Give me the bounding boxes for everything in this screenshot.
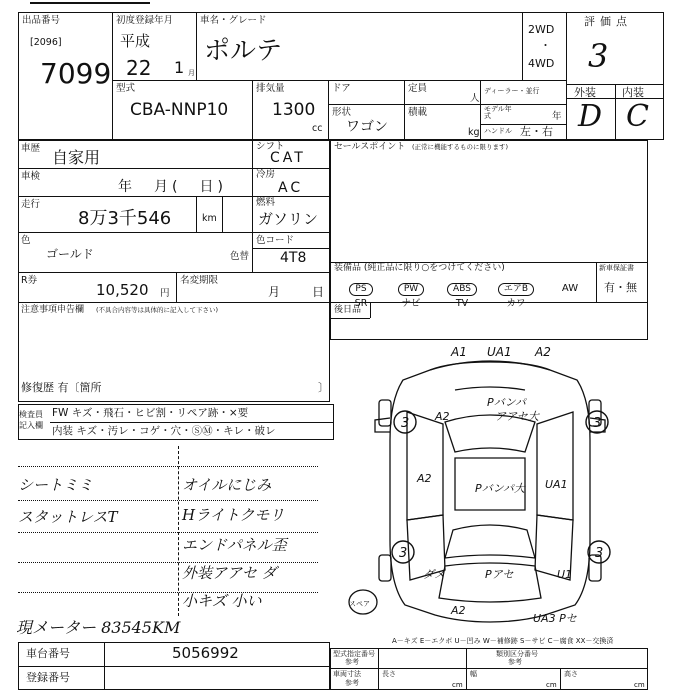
divider — [404, 80, 405, 140]
divider — [566, 12, 567, 140]
hood-line — [455, 387, 525, 390]
divider — [176, 272, 177, 302]
note-line — [18, 532, 318, 533]
handle-value: 左・右 — [520, 125, 553, 138]
exterior-label: 外装 — [574, 86, 596, 99]
color-code-label: 色コード — [256, 235, 295, 246]
selling-frame — [330, 140, 648, 340]
reg-month: 1 — [174, 58, 185, 77]
divider — [252, 248, 330, 249]
equip-pw — [388, 276, 434, 309]
notes-label: 注意事項申告欄 — [21, 305, 85, 315]
tire-mark: 3 — [595, 546, 604, 561]
divider — [18, 196, 330, 197]
mark-rear-right: U1 — [557, 568, 573, 581]
mark-front-2: アアセ大 — [495, 410, 539, 423]
disp-value: 1300 — [272, 100, 316, 120]
height-label: 高さ — [564, 670, 578, 678]
class-label: 型式指定番号 — [333, 650, 375, 658]
mark-top-3: A2 — [535, 345, 551, 359]
header-frame — [18, 12, 664, 140]
fuel-label: 燃料 — [256, 197, 276, 208]
divider — [252, 140, 253, 272]
equipment-label: 装備品 (純正品に限り○をつけてください) — [334, 263, 505, 273]
interior-label: 内装 — [622, 86, 644, 99]
divider — [18, 168, 330, 169]
divider — [560, 668, 561, 690]
divider — [112, 12, 113, 140]
divider — [196, 12, 197, 80]
registration-label: 登録番号 — [26, 671, 70, 684]
mark-left-upper: A2 — [435, 410, 450, 423]
mark-right-door: UA1 — [545, 478, 568, 491]
mileage-value: 8万3千546 — [78, 208, 172, 229]
spare-label: スペア — [349, 600, 370, 608]
inspection-label: 車検 — [21, 171, 41, 182]
ac-label: 冷房 — [256, 169, 276, 180]
mark-top-2: UA1 — [487, 345, 512, 359]
divider — [328, 80, 329, 140]
inspector-label: 検査員 記入欄 — [19, 410, 43, 430]
divider — [222, 196, 223, 232]
damage-legend: A－キズ E－エクボ U－凹み W－補修跡 S－サビ C－腐食 XX－交換済 — [392, 637, 614, 645]
shape-label: 形状 — [332, 107, 352, 118]
model-year-label: モデル年式 — [484, 105, 512, 120]
fuel-value: ガソリン — [258, 210, 319, 228]
equip-aw — [548, 276, 592, 295]
note-right-2: Hライトクモリ — [182, 506, 285, 524]
divider — [18, 232, 330, 233]
color-label: 色 — [21, 235, 31, 246]
mark-bottom-1: A2 — [451, 604, 466, 617]
reg-deadline-label: 名変期限 — [180, 275, 219, 286]
mark-hood: Pバンパ大 — [475, 482, 525, 495]
equip-bottom-label: カワ — [506, 298, 526, 309]
load-unit: kg — [468, 127, 480, 138]
divider — [596, 262, 597, 302]
drive-2wd: 2WD — [528, 23, 555, 36]
load-label: 積載 — [408, 107, 428, 118]
note-line — [18, 562, 318, 563]
type-label: 型式 — [116, 83, 136, 94]
repair-label: 修復歴 有〔箇所 — [21, 381, 102, 394]
divider — [18, 272, 330, 273]
wheel — [379, 400, 391, 426]
history-label: 車歴 — [21, 143, 41, 154]
divider — [330, 318, 370, 319]
rear-window — [445, 525, 535, 558]
year-unit: 年 — [552, 111, 562, 122]
interior-grade: C — [626, 99, 649, 134]
color-code-value: 4T8 — [280, 250, 307, 266]
mark-top-1: A1 — [451, 345, 467, 359]
ac-value: AC — [278, 180, 304, 196]
equip-top-label: PS — [349, 283, 372, 296]
shape-value: ワゴン — [346, 119, 388, 135]
tire-mark: 3 — [593, 416, 602, 431]
equip-abs — [438, 276, 486, 309]
note-left-2: スタットレスT — [18, 508, 118, 526]
height-unit: cm — [634, 681, 645, 689]
selling-sub: (正常に機能するものに限ります) — [412, 143, 509, 151]
mark-bottom-2: UA3 Pセ — [533, 612, 577, 625]
class-ref: 参考 — [345, 658, 359, 666]
category-label: 類別区分番号 — [496, 650, 538, 658]
car-diagram — [335, 340, 665, 640]
shift-value: CAT — [270, 150, 306, 166]
grade-value: 3 — [588, 37, 609, 75]
mileage-unit: km — [202, 213, 217, 224]
divider — [104, 642, 105, 690]
equip-ps — [338, 276, 384, 309]
disp-label: 排気量 — [256, 83, 285, 94]
reg-label: 初度登録年月 — [116, 15, 174, 26]
note-line — [18, 592, 318, 593]
note-right-4: 外装アアセ ダ — [182, 564, 277, 582]
divider — [112, 80, 566, 81]
length-unit: cm — [452, 681, 463, 689]
divider — [50, 422, 334, 423]
type-value: CBA-NNP10 — [130, 100, 229, 120]
drive-dot: ・ — [540, 39, 551, 52]
notes-sub: (不具合内容等は具体的に記入して下さい) — [96, 306, 219, 314]
dims-ref: 参考 — [345, 679, 359, 687]
meter-note: 現メーター 83545KM — [16, 618, 181, 637]
note-right-1: オイルにじみ — [182, 476, 272, 494]
notes-divider — [178, 446, 179, 616]
history-value: 自家用 — [52, 148, 101, 167]
model-name: ポルテ — [204, 36, 283, 66]
note-line — [18, 500, 318, 501]
lot-sub: [2096] — [30, 37, 62, 48]
model-label: 車名・グレード — [200, 15, 267, 26]
mark-left-door: A2 — [417, 472, 432, 485]
equip-top-label: ABS — [447, 283, 477, 296]
exterior-grade: D — [578, 99, 603, 134]
divider — [522, 12, 523, 80]
width-unit: cm — [546, 681, 557, 689]
note-right-5: 小キズ 小い — [182, 592, 262, 610]
recycle-label: R券 — [21, 275, 38, 286]
capacity-unit: 人 — [470, 93, 480, 104]
chassis-value: 5056992 — [172, 644, 239, 662]
mark-rear-center: Pアセ — [485, 568, 514, 581]
note-line — [18, 466, 318, 467]
width-label: 幅 — [470, 670, 477, 678]
selling-label: セールスポイント — [334, 142, 406, 152]
warranty-label: 新車保証書 — [599, 264, 634, 272]
mark-rear-left: ダメ — [423, 568, 445, 581]
divider — [615, 84, 616, 140]
divider — [252, 80, 253, 140]
right-front-door — [537, 412, 573, 520]
reg-year: 22 — [126, 56, 152, 80]
shift-label: シフト — [256, 141, 285, 152]
equip-top-label: AW — [561, 283, 579, 294]
inspector-interior: 内装 キズ・汚レ・コゲ・穴・ⓈⓂ・キレ・破レ — [52, 425, 276, 437]
recycle-value: 10,520 — [96, 281, 149, 299]
divider — [480, 80, 481, 140]
top-crop-edge — [30, 2, 150, 4]
mark-front: Pバンパ — [487, 396, 526, 409]
left-mirror — [375, 418, 390, 432]
tire-mark: 3 — [399, 546, 408, 561]
equip-bottom-label: ナビ — [401, 298, 421, 309]
dealer-label: ディーラー・並行 — [484, 87, 540, 95]
note-left-1: シートミミ — [18, 476, 94, 494]
equip-top-label: エアB — [498, 283, 534, 296]
divider — [18, 302, 330, 303]
warranty-value: 有・無 — [604, 281, 637, 294]
left-front-door — [407, 412, 443, 520]
category-ref: 参考 — [508, 658, 522, 666]
length-label: 長さ — [382, 670, 396, 678]
divider — [196, 196, 197, 232]
wheel — [379, 555, 391, 581]
grade-label: 評価点 — [584, 15, 632, 28]
color-value: ゴールド — [46, 247, 94, 261]
equip-bottom-label: TV — [455, 298, 469, 309]
equip-bottom-label: SR — [354, 298, 368, 309]
capacity-label: 定員 — [408, 83, 428, 94]
divider — [18, 666, 330, 667]
recycle-unit: 円 — [160, 288, 170, 299]
month-unit: 月 — [188, 69, 195, 77]
inspection-value: 年 月( 日) — [118, 179, 227, 195]
tire-mark: 3 — [401, 416, 410, 431]
equip-airbag — [490, 276, 542, 309]
door-label: ドア — [332, 83, 351, 94]
mileage-label: 走行 — [21, 199, 41, 210]
repaint-label: 色替 — [230, 251, 250, 262]
divider — [370, 302, 371, 318]
equip-top-label: PW — [398, 283, 424, 296]
handle-label: ハンドル — [484, 127, 512, 135]
era: 平成 — [120, 32, 151, 50]
divider — [466, 648, 467, 690]
accessory-label: 後日品 — [334, 305, 362, 315]
note-right-3: エンドパネル歪 — [182, 536, 287, 554]
dims-label: 車両寸法 — [333, 670, 361, 678]
inspector-exterior: FW キズ・飛石・ヒビ割・リペア跡・×要 — [52, 407, 249, 419]
drive-4wd: 4WD — [528, 57, 555, 70]
divider — [378, 648, 379, 690]
chassis-label: 車台番号 — [26, 647, 70, 660]
repair-close: 〕 — [318, 381, 329, 394]
divider — [328, 104, 566, 105]
lot-label: 出品番号 — [22, 15, 61, 26]
disp-unit: cc — [312, 123, 323, 134]
reg-deadline-value: 月 日 — [268, 285, 335, 299]
lot-number: 7099 — [40, 57, 112, 90]
